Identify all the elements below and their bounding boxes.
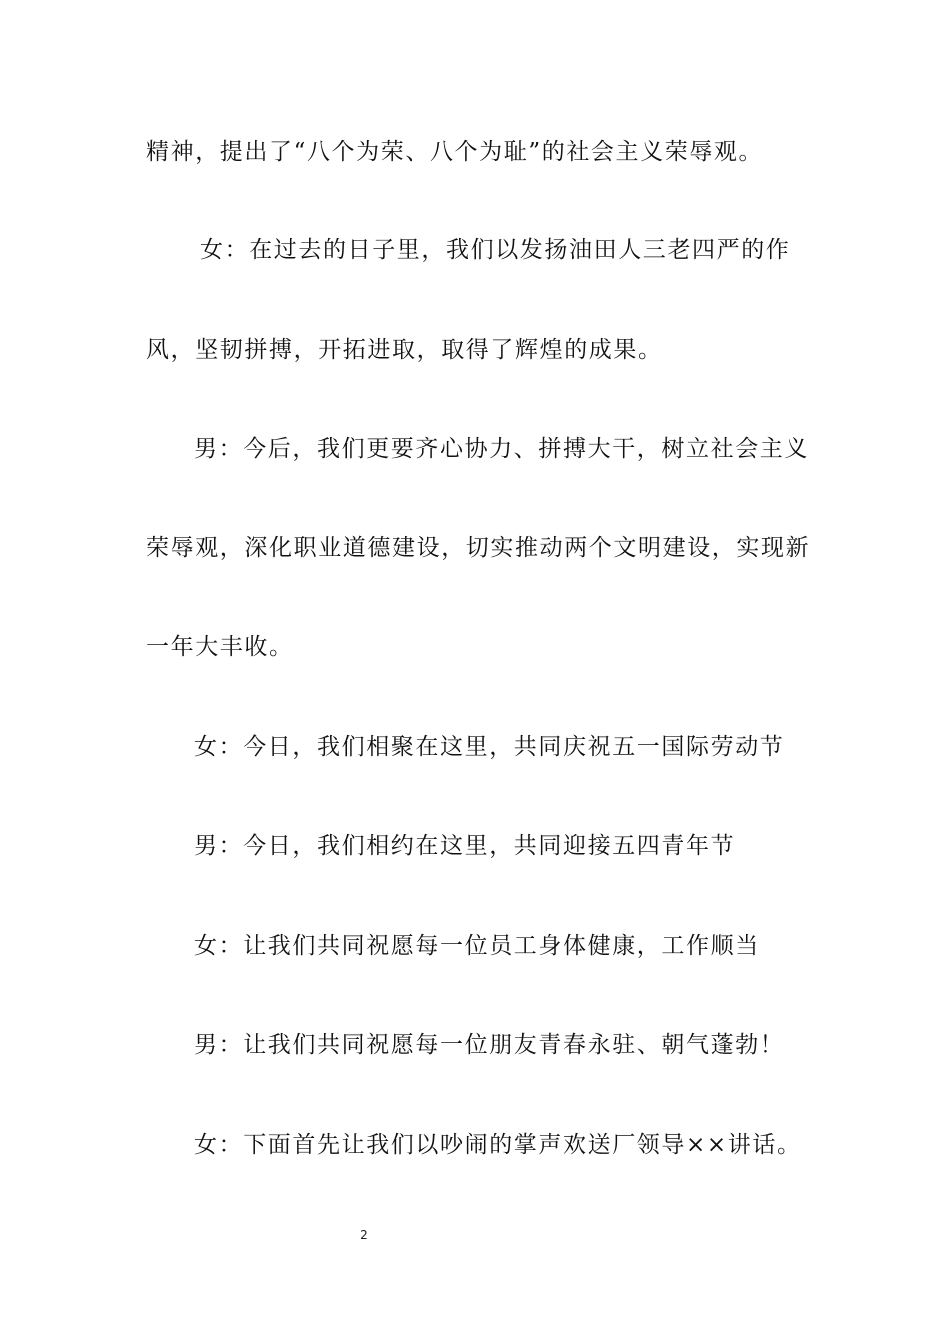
text-line: 荣辱观，深化职业道德建设，切实推动两个文明建设，实现新 — [146, 535, 811, 561]
text-line: 女：在过去的日子里，我们以发扬油田人三老四严的作 — [200, 237, 791, 263]
text-line: 男：今日，我们相约在这里，共同迎接五四青年节 — [194, 833, 736, 859]
text-line: 女：让我们共同祝愿每一位员工身体健康，工作顺当 — [194, 933, 760, 959]
text-line: 风，坚韧拼搏，开拓进取，取得了辉煌的成果。 — [146, 337, 663, 363]
text-line: 精神，提出了“八个为荣、八个为耻”的社会主义荣辱观。 — [146, 139, 764, 165]
text-line: 女：下面首先让我们以吵闹的掌声欢送厂领导××讲话。 — [194, 1132, 802, 1158]
page-number: 2 — [360, 1228, 368, 1242]
text-line: 男：今后，我们更要齐心协力、拼搏大干，树立社会主义 — [194, 436, 809, 462]
text-line: 男：让我们共同祝愿每一位朋友青春永驻、朝气蓬勃！ — [194, 1032, 785, 1058]
text-line: 一年大丰收。 — [146, 634, 294, 660]
text-line: 女：今日，我们相聚在这里，共同庆祝五一国际劳动节 — [194, 734, 785, 760]
